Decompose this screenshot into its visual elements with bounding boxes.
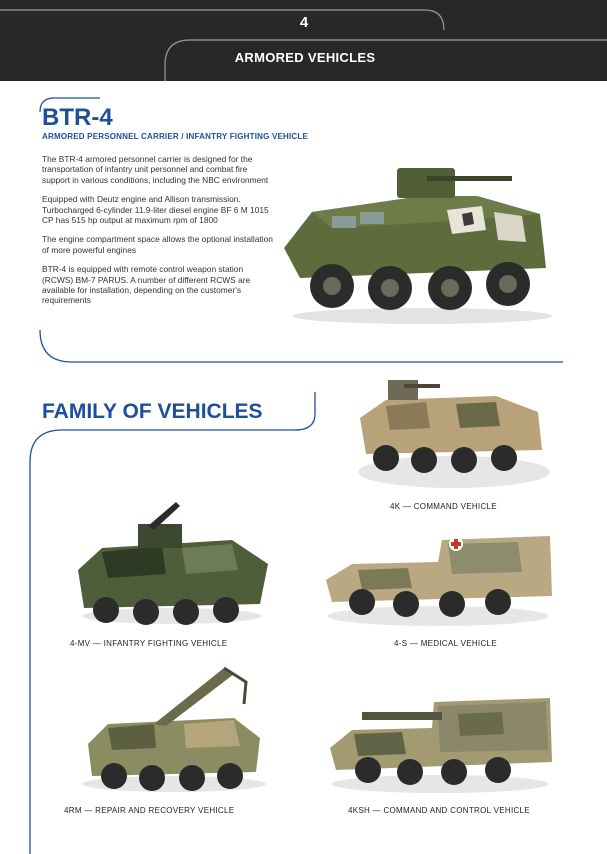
vehicle-4ksh-photo (322, 690, 558, 796)
btr4-main-photo (272, 150, 562, 328)
section-title: ARMORED VEHICLES (234, 50, 376, 65)
vehicle-caption: 4-S — MEDICAL VEHICLE (394, 639, 497, 648)
vehicle-4mv-photo (62, 500, 276, 630)
vehicle-caption: 4KSH — COMMAND AND CONTROL VEHICLE (348, 806, 530, 815)
page-header (0, 0, 607, 81)
vehicle-4k-photo (346, 372, 556, 490)
family-title: FAMILY OF VEHICLES (42, 400, 263, 423)
vehicle-4s-photo (318, 528, 558, 628)
description-paragraph: Equipped with Deutz engine and Allison transmission. Turbocharged 6-cylinder 11.9-liter diesel engine BF 6 M 1015 CP has 515 hp output at maximum rpm of 1800 (42, 194, 269, 226)
vehicle-subtitle: ARMORED PERSONNEL CARRIER / INFANTRY FIGHTING VEHICLE (42, 132, 309, 141)
header-decoration (0, 0, 607, 81)
vehicle-4rm-photo (74, 660, 270, 796)
vehicle-title: BTR-4 (42, 104, 113, 131)
description-paragraph: The BTR-4 armored personnel carrier is designed for the transportation of infantry unit personnel and combat fire support in various conditions, including the NBC environment (42, 154, 269, 185)
vehicle-description (42, 154, 274, 315)
vehicle-caption: 4K — COMMAND VEHICLE (390, 502, 497, 511)
page-number: 4 (299, 14, 309, 31)
description-paragraph: BTR-4 is equipped with remote control weapon station (RCWS) BM-7 PARUS. A number of different RCWS are available for installation, depending on the customer's requirements (42, 264, 251, 306)
description-paragraph: The engine compartment space allows the optional installation of more powerful engines (42, 234, 273, 255)
vehicle-caption: 4-MV — INFANTRY FIGHTING VEHICLE (70, 639, 228, 648)
vehicle-caption: 4RM — REPAIR AND RECOVERY VEHICLE (64, 806, 235, 815)
